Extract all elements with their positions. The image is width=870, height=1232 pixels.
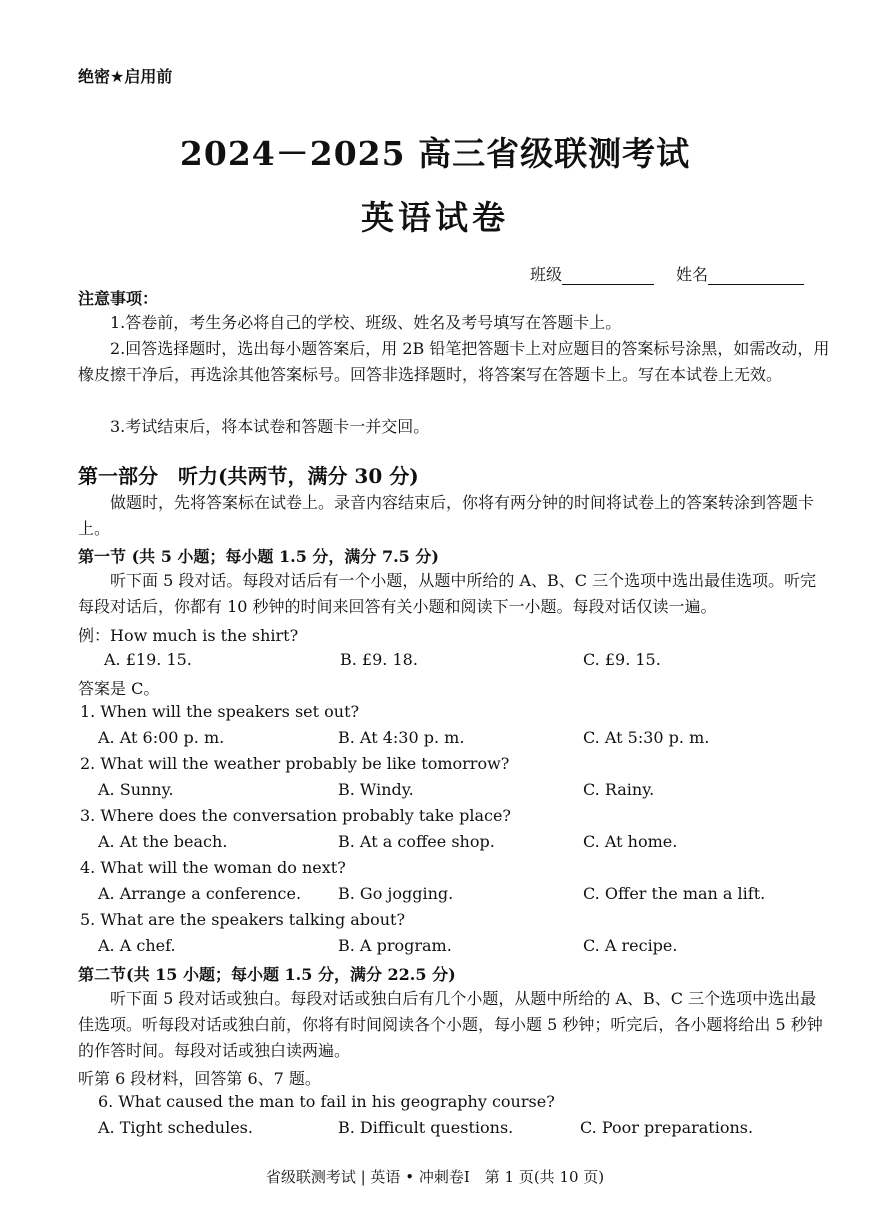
question-3-option-c: C. At home. xyxy=(583,832,678,851)
section1-title: 第一节 (共 5 小题；每小题 1.5 分，满分 7.5 分) xyxy=(78,547,439,566)
question-4: 4. What will the woman do next? xyxy=(80,858,346,877)
question-2-option-b: B. Windy. xyxy=(338,780,414,799)
question-4-option-c: C. Offer the man a lift. xyxy=(583,884,766,903)
question-4-option-a: A. Arrange a conference. xyxy=(98,884,302,903)
part1-title: 第一部分 听力(共两节，满分 30 分) xyxy=(78,464,419,488)
question-6-option-c: C. Poor preparations. xyxy=(580,1118,754,1137)
question-2-option-c: C. Rainy. xyxy=(583,780,655,799)
exam-subtitle: 英语试卷 xyxy=(361,198,509,237)
notice-item-3: 3.考试结束后，将本试卷和答题卡一并交回。 xyxy=(110,417,430,436)
section1-instructions: 听下面 5 段对话。每段对话后有一个小题，从题中所给的 A、B、C 三个选项中选出最佳选项。听完每段对话后，你都有 10 秒钟的时间来回答有关小题和阅读下一小题。每段对话仅读一遍。 xyxy=(78,571,817,616)
example-option-c: C. £9. 15. xyxy=(583,650,661,669)
exam-title: 2024－2025 高三省级联测考试 xyxy=(179,134,691,173)
confidential-mark: 绝密★启用前 xyxy=(78,67,173,86)
question-5-option-a: A. A chef. xyxy=(98,936,176,955)
section2-title: 第二节(共 15 小题；每小题 1.5 分，满分 22.5 分) xyxy=(78,965,456,984)
name-blank xyxy=(708,268,804,285)
question-3-option-b: B. At a coffee shop. xyxy=(338,832,495,851)
example-option-a: A. £19. 15. xyxy=(104,650,192,669)
example-question: 例：How much is the shirt? xyxy=(78,626,299,645)
question-2-option-a: A. Sunny. xyxy=(98,780,174,799)
name-label: 姓名 xyxy=(676,265,709,284)
question-1-option-a: A. At 6:00 p. m. xyxy=(98,728,225,747)
notice-item-2: 2.回答选择题时，选出每小题答案后，用 2B 铅笔把答题卡上对应题目的答案标号涂黑，如需改动，用橡皮擦干净后，再选涂其他答案标号。回答非选择题时，将答案写在答题卡上。写在本试卷上无效。 xyxy=(78,339,830,384)
notice-item-1: 1.答卷前，考生务必将自己的学校、班级、姓名及考号填写在答题卡上。 xyxy=(110,313,622,332)
question-5-option-c: C. A recipe. xyxy=(583,936,678,955)
question-1-option-c: C. At 5:30 p. m. xyxy=(583,728,710,747)
class-blank xyxy=(562,268,654,285)
question-5-option-b: B. A program. xyxy=(338,936,452,955)
question-6-option-b: B. Difficult questions. xyxy=(338,1118,514,1137)
question-1-option-b: B. At 4:30 p. m. xyxy=(338,728,465,747)
question-1: 1. When will the speakers set out? xyxy=(80,702,360,721)
question-4-option-b: B. Go jogging. xyxy=(338,884,454,903)
material-6-note: 听第 6 段材料，回答第 6、7 题。 xyxy=(78,1069,321,1088)
question-3-option-a: A. At the beach. xyxy=(98,832,228,851)
notice-heading: 注意事项： xyxy=(78,289,159,308)
question-6: 6. What caused the man to fail in his geography course? xyxy=(98,1092,555,1111)
name-field xyxy=(676,262,804,285)
class-label: 班级 xyxy=(530,265,563,284)
page-footer: 省级联测考试 | 英语 • 冲刺卷Ⅰ 第 1 页(共 10 页) xyxy=(265,1168,605,1186)
question-2: 2. What will the weather probably be like tomorrow? xyxy=(80,754,510,773)
question-3: 3. Where does the conversation probably take place? xyxy=(80,806,511,825)
question-6-option-a: A. Tight schedules. xyxy=(98,1118,253,1137)
section2-instructions: 听下面 5 段对话或独白。每段对话或独白后有几个小题，从题中所给的 A、B、C 三个选项中选出最佳选项。听每段对话或独白前，你将有时间阅读各个小题，每小题 5 秒钟；听完后，各小题将给出 5 秒钟的作答时间。每段对话或独白读两遍。 xyxy=(78,989,823,1060)
question-5: 5. What are the speakers talking about? xyxy=(80,910,406,929)
example-answer: 答案是 C。 xyxy=(78,679,160,698)
example-option-b: B. £9. 18. xyxy=(340,650,418,669)
part1-intro: 做题时，先将答案标在试卷上。录音内容结束后，你将有两分钟的时间将试卷上的答案转涂到答题卡上。 xyxy=(78,493,815,538)
class-field xyxy=(530,262,654,285)
